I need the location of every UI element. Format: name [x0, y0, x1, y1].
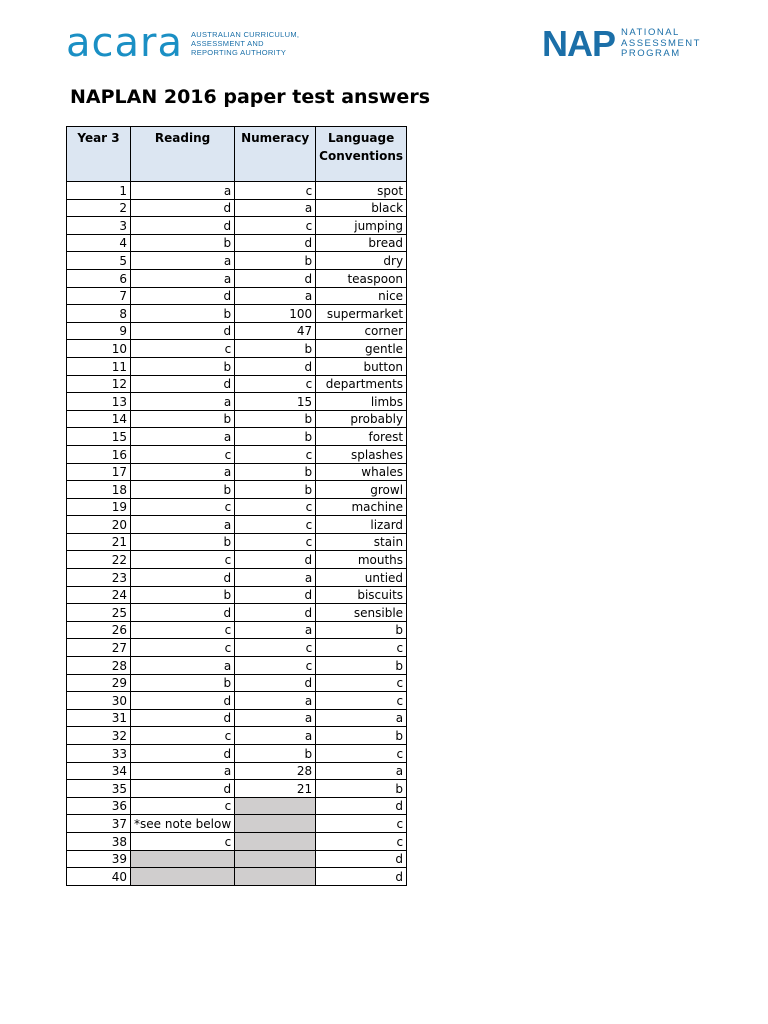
cell-language: growl [316, 481, 407, 499]
table-row [67, 709, 407, 727]
cell-language: b [316, 727, 407, 745]
cell-language: d [316, 797, 407, 815]
cell-question: 7 [67, 287, 131, 305]
cell-reading: a [131, 762, 235, 780]
cell-language: black [316, 199, 407, 217]
table-row [67, 269, 407, 287]
cell-reading: c [131, 639, 235, 657]
cell-question: 5 [67, 252, 131, 270]
table-row [67, 182, 407, 200]
table-row [67, 692, 407, 710]
header-reading: Reading [131, 127, 235, 182]
nap-logo [542, 23, 701, 64]
cell-question: 19 [67, 498, 131, 516]
cell-numeracy: b [235, 745, 316, 763]
table-row [67, 375, 407, 393]
table-row [67, 674, 407, 692]
cell-reading: a [131, 252, 235, 270]
cell-reading [131, 868, 235, 886]
table-row [67, 498, 407, 516]
cell-numeracy: 15 [235, 393, 316, 411]
cell-numeracy [235, 815, 316, 833]
cell-question: 34 [67, 762, 131, 780]
cell-question: 9 [67, 322, 131, 340]
cell-reading: a [131, 393, 235, 411]
cell-language: a [316, 762, 407, 780]
cell-question: 29 [67, 674, 131, 692]
cell-question: 36 [67, 797, 131, 815]
cell-question: 6 [67, 269, 131, 287]
table-row [67, 604, 407, 622]
cell-numeracy: d [235, 269, 316, 287]
cell-reading: a [131, 463, 235, 481]
cell-language: c [316, 815, 407, 833]
cell-reading: c [131, 621, 235, 639]
cell-reading: b [131, 481, 235, 499]
cell-numeracy: c [235, 445, 316, 463]
cell-reading: b [131, 357, 235, 375]
cell-reading: d [131, 217, 235, 235]
cell-numeracy: a [235, 709, 316, 727]
cell-language: sensible [316, 604, 407, 622]
table-row [67, 657, 407, 675]
cell-question: 3 [67, 217, 131, 235]
table-row [67, 340, 407, 358]
cell-language: stain [316, 533, 407, 551]
cell-reading: d [131, 322, 235, 340]
header-year: Year 3 [67, 127, 131, 182]
table-row [67, 815, 407, 833]
acara-logo [66, 20, 300, 66]
cell-question: 10 [67, 340, 131, 358]
cell-question: 27 [67, 639, 131, 657]
table-row [67, 234, 407, 252]
cell-reading: d [131, 745, 235, 763]
cell-language: teaspoon [316, 269, 407, 287]
cell-numeracy [235, 868, 316, 886]
cell-question: 21 [67, 533, 131, 551]
cell-language: nice [316, 287, 407, 305]
table-row [67, 516, 407, 534]
cell-numeracy: c [235, 182, 316, 200]
cell-reading: c [131, 498, 235, 516]
header-numeracy: Numeracy [235, 127, 316, 182]
nap-wordmark: NAP [542, 23, 616, 64]
table-header-row [67, 127, 407, 182]
cell-numeracy: c [235, 657, 316, 675]
nap-subtitle-line: ASSESSMENT [621, 37, 701, 49]
cell-language: departments [316, 375, 407, 393]
cell-numeracy: c [235, 639, 316, 657]
table-row [67, 252, 407, 270]
table-row [67, 322, 407, 340]
cell-numeracy: a [235, 287, 316, 305]
cell-numeracy [235, 797, 316, 815]
cell-question: 1 [67, 182, 131, 200]
page-title: NAPLAN 2016 paper test answers [70, 86, 430, 108]
cell-numeracy: d [235, 357, 316, 375]
cell-numeracy: 47 [235, 322, 316, 340]
table-row [67, 850, 407, 868]
cell-question: 30 [67, 692, 131, 710]
cell-reading: d [131, 569, 235, 587]
table-row [67, 357, 407, 375]
cell-reading: d [131, 375, 235, 393]
table-row [67, 217, 407, 235]
table-row [67, 727, 407, 745]
cell-numeracy: 100 [235, 305, 316, 323]
cell-question: 16 [67, 445, 131, 463]
cell-language: supermarket [316, 305, 407, 323]
table-row [67, 569, 407, 587]
acara-subtitle [191, 30, 299, 57]
cell-reading: d [131, 780, 235, 798]
cell-language: d [316, 868, 407, 886]
cell-language: c [316, 674, 407, 692]
cell-question: 39 [67, 850, 131, 868]
cell-language: limbs [316, 393, 407, 411]
cell-language: button [316, 357, 407, 375]
cell-numeracy: a [235, 199, 316, 217]
cell-reading: c [131, 832, 235, 850]
cell-language: b [316, 657, 407, 675]
table-row [67, 287, 407, 305]
cell-reading: b [131, 586, 235, 604]
cell-reading: d [131, 692, 235, 710]
cell-numeracy: 28 [235, 762, 316, 780]
acara-wordmark: acara [66, 20, 183, 66]
cell-question: 31 [67, 709, 131, 727]
cell-numeracy: b [235, 463, 316, 481]
cell-reading: a [131, 516, 235, 534]
cell-reading: c [131, 551, 235, 569]
cell-language: forest [316, 428, 407, 446]
cell-numeracy: d [235, 604, 316, 622]
cell-question: 22 [67, 551, 131, 569]
cell-reading: d [131, 604, 235, 622]
cell-reading: d [131, 287, 235, 305]
cell-language: spot [316, 182, 407, 200]
cell-question: 17 [67, 463, 131, 481]
cell-reading: a [131, 657, 235, 675]
cell-reading: a [131, 182, 235, 200]
cell-reading: b [131, 305, 235, 323]
cell-reading: c [131, 727, 235, 745]
cell-language: c [316, 745, 407, 763]
table-row [67, 797, 407, 815]
cell-language: d [316, 850, 407, 868]
nap-subtitle-line: NATIONAL [621, 27, 680, 39]
cell-numeracy: d [235, 551, 316, 569]
cell-numeracy: c [235, 533, 316, 551]
answers-table [66, 126, 407, 886]
table-row [67, 551, 407, 569]
cell-question: 15 [67, 428, 131, 446]
acara-subtitle-line: AUSTRALIAN CURRICULUM, [190, 29, 300, 39]
header-language-conventions: Language Conventions [316, 127, 407, 182]
cell-reading: b [131, 234, 235, 252]
cell-reading: b [131, 533, 235, 551]
cell-language: probably [316, 410, 407, 428]
cell-language: splashes [316, 445, 407, 463]
table-row [67, 463, 407, 481]
cell-question: 13 [67, 393, 131, 411]
cell-numeracy: d [235, 234, 316, 252]
cell-numeracy: b [235, 252, 316, 270]
cell-reading: d [131, 709, 235, 727]
cell-question: 35 [67, 780, 131, 798]
cell-question: 28 [67, 657, 131, 675]
acara-subtitle-line: REPORTING AUTHORITY [190, 47, 287, 57]
cell-language: b [316, 621, 407, 639]
cell-numeracy [235, 850, 316, 868]
cell-reading: c [131, 340, 235, 358]
table-row [67, 780, 407, 798]
cell-language: c [316, 832, 407, 850]
table-row [67, 762, 407, 780]
cell-numeracy: a [235, 727, 316, 745]
cell-numeracy: a [235, 692, 316, 710]
table-row [67, 621, 407, 639]
cell-numeracy: a [235, 569, 316, 587]
cell-language: jumping [316, 217, 407, 235]
cell-numeracy: 21 [235, 780, 316, 798]
cell-question: 33 [67, 745, 131, 763]
table-row [67, 393, 407, 411]
answers-body [67, 182, 407, 886]
cell-numeracy [235, 832, 316, 850]
cell-language: whales [316, 463, 407, 481]
cell-question: 37 [67, 815, 131, 833]
table-row [67, 639, 407, 657]
cell-numeracy: b [235, 340, 316, 358]
cell-numeracy: a [235, 621, 316, 639]
cell-question: 25 [67, 604, 131, 622]
cell-reading: b [131, 410, 235, 428]
cell-reading: a [131, 269, 235, 287]
cell-question: 38 [67, 832, 131, 850]
cell-question: 8 [67, 305, 131, 323]
cell-numeracy: b [235, 428, 316, 446]
cell-language: biscuits [316, 586, 407, 604]
cell-numeracy: c [235, 516, 316, 534]
cell-reading: *see note below [131, 815, 235, 833]
cell-reading: c [131, 797, 235, 815]
table-row [67, 481, 407, 499]
cell-question: 26 [67, 621, 131, 639]
cell-language: c [316, 692, 407, 710]
table-row [67, 305, 407, 323]
cell-numeracy: b [235, 481, 316, 499]
cell-numeracy: c [235, 375, 316, 393]
cell-language: machine [316, 498, 407, 516]
cell-numeracy: c [235, 217, 316, 235]
cell-question: 24 [67, 586, 131, 604]
cell-language: mouths [316, 551, 407, 569]
cell-reading: b [131, 674, 235, 692]
cell-language: gentle [316, 340, 407, 358]
cell-question: 4 [67, 234, 131, 252]
cell-question: 20 [67, 516, 131, 534]
cell-language: untied [316, 569, 407, 587]
table-row [67, 832, 407, 850]
cell-language: corner [316, 322, 407, 340]
cell-numeracy: d [235, 586, 316, 604]
cell-question: 23 [67, 569, 131, 587]
cell-language: b [316, 780, 407, 798]
cell-language: c [316, 639, 407, 657]
table-row [67, 745, 407, 763]
cell-question: 40 [67, 868, 131, 886]
cell-numeracy: d [235, 674, 316, 692]
table-row [67, 586, 407, 604]
table-row [67, 868, 407, 886]
cell-reading: d [131, 199, 235, 217]
table-row [67, 445, 407, 463]
cell-reading: a [131, 428, 235, 446]
cell-reading: c [131, 445, 235, 463]
table-row [67, 533, 407, 551]
cell-question: 18 [67, 481, 131, 499]
cell-question: 32 [67, 727, 131, 745]
cell-reading [131, 850, 235, 868]
cell-language: lizard [316, 516, 407, 534]
nap-subtitle-line: PROGRAM [621, 48, 681, 60]
nap-subtitle [621, 28, 701, 60]
table-row [67, 428, 407, 446]
table-row [67, 199, 407, 217]
cell-question: 2 [67, 199, 131, 217]
cell-question: 14 [67, 410, 131, 428]
cell-language: dry [316, 252, 407, 270]
acara-subtitle-line: ASSESSMENT AND [190, 38, 264, 48]
table-row [67, 410, 407, 428]
cell-language: a [316, 709, 407, 727]
cell-numeracy: c [235, 498, 316, 516]
cell-language: bread [316, 234, 407, 252]
cell-question: 11 [67, 357, 131, 375]
cell-numeracy: b [235, 410, 316, 428]
cell-question: 12 [67, 375, 131, 393]
